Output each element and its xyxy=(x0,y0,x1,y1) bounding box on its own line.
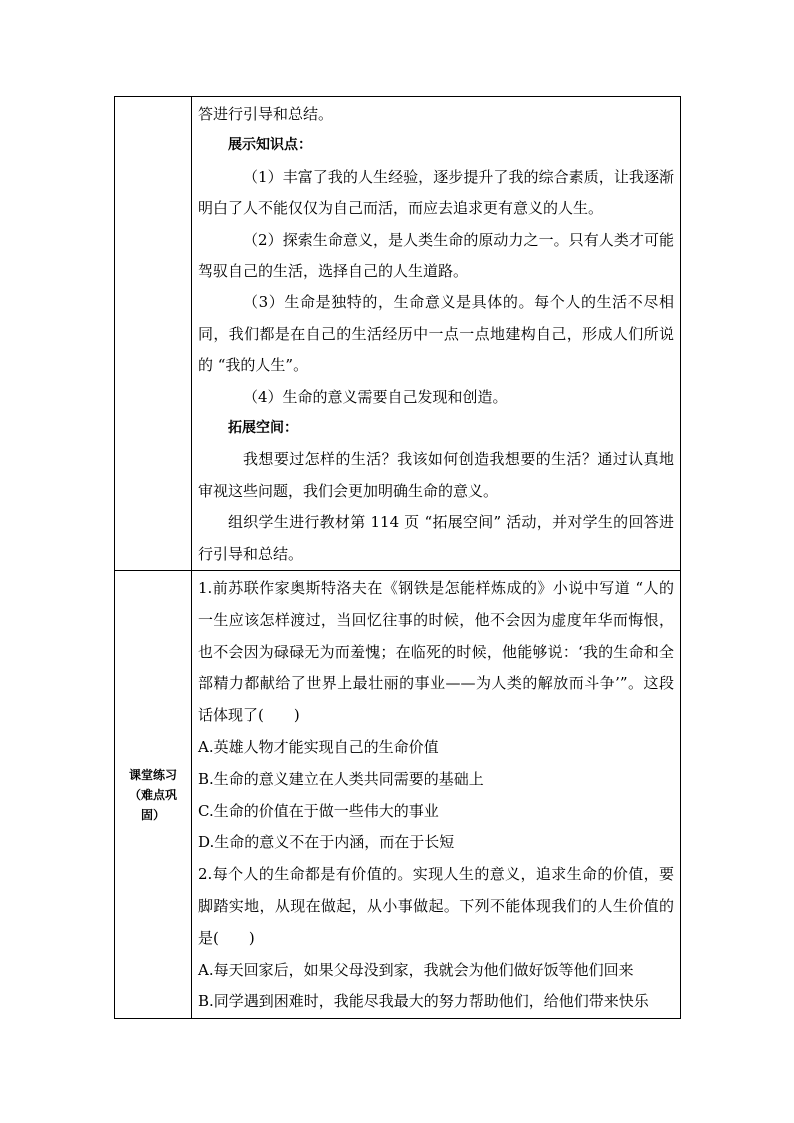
knowledge-point-2: （2）探索生命意义，是人类生命的原动力之一。只有人类才可能驾驭自己的生活，选择自己的人生道路。 xyxy=(198,230,674,281)
q1-option-d: D.生命的意义不在于内涵，而在于长短 xyxy=(198,833,455,852)
table-row-practice xyxy=(115,571,681,1019)
q1-option-c: C.生命的价值在于做一些伟大的事业 xyxy=(198,801,439,820)
content-cell-practice xyxy=(192,571,681,1019)
knowledge-point-3: （3）生命是独特的，生命意义是具体的。每个人的生活不尽相同，我们都是在自己的生活经历中一点一点地建构自己，形成人们所说的 “我的人生”。 xyxy=(198,293,674,375)
knowledge-point-4: （4）生命的意义需要自己发现和创造。 xyxy=(243,387,508,406)
expand-text: 我想要过怎样的生活？我该如何创造我想要的生活？通过认真地审视这些问题，我们会更加明确生命的意义。 xyxy=(198,450,674,500)
practice-label: 课堂练习（难点巩固） xyxy=(128,767,177,822)
q1-option-b: B.生命的意义建立在人类共同需要的基础上 xyxy=(198,769,484,788)
expand-heading: 拓展空间： xyxy=(228,420,298,437)
q2-option-a: A.每天回家后，如果父母没到家，我就会为他们做好饭等他们回来 xyxy=(198,960,634,979)
content-cell-knowledge xyxy=(192,97,681,571)
question-1: 1.前苏联作家奥斯特洛夫在《钢铁是怎能样炼成的》小说中写道 “人的一生应该怎样渡过，当回忆往事的时候，他不会因为虚度年华而悔恨，也不会因为碌碌无为而羞愧；在临死的时候，他能够说：‘我的生命和全部精力都献给了世界上最壮丽的事业——为人类的解放而斗争’”。这段话体现了( ) xyxy=(198,579,674,725)
q2-option-b: B.同学遇到困难时，我能尽我最大的努力帮助他们，给他们带来快乐 xyxy=(198,992,649,1011)
q1-option-a: A.英雄人物才能实现自己的生命价值 xyxy=(198,738,439,757)
knowledge-point-1: （1）丰富了我的人生经验，逐步提升了我的综合素质，让我逐渐明白了人不能仅仅为自己而活，而应去追求更有意义的人生。 xyxy=(198,167,674,218)
table-row-knowledge xyxy=(115,97,681,571)
knowledge-heading: 展示知识点： xyxy=(228,137,312,154)
label-cell-practice xyxy=(115,571,192,1019)
question-2: 2.每个人的生命都是有价值的。实现人生的意义，追求生命的价值，要脚踏实地，从现在做起，从小事做起。下列不能体现我们的人生价值的是( ) xyxy=(198,865,674,947)
lesson-plan-table xyxy=(114,96,681,1019)
label-cell-empty xyxy=(115,97,192,571)
intro-text: 答进行引导和总结。 xyxy=(198,105,334,123)
organize-text: 组织学生进行教材第 114 页 “拓展空间” 活动，并对学生的回答进行引导和总结。 xyxy=(198,513,674,563)
